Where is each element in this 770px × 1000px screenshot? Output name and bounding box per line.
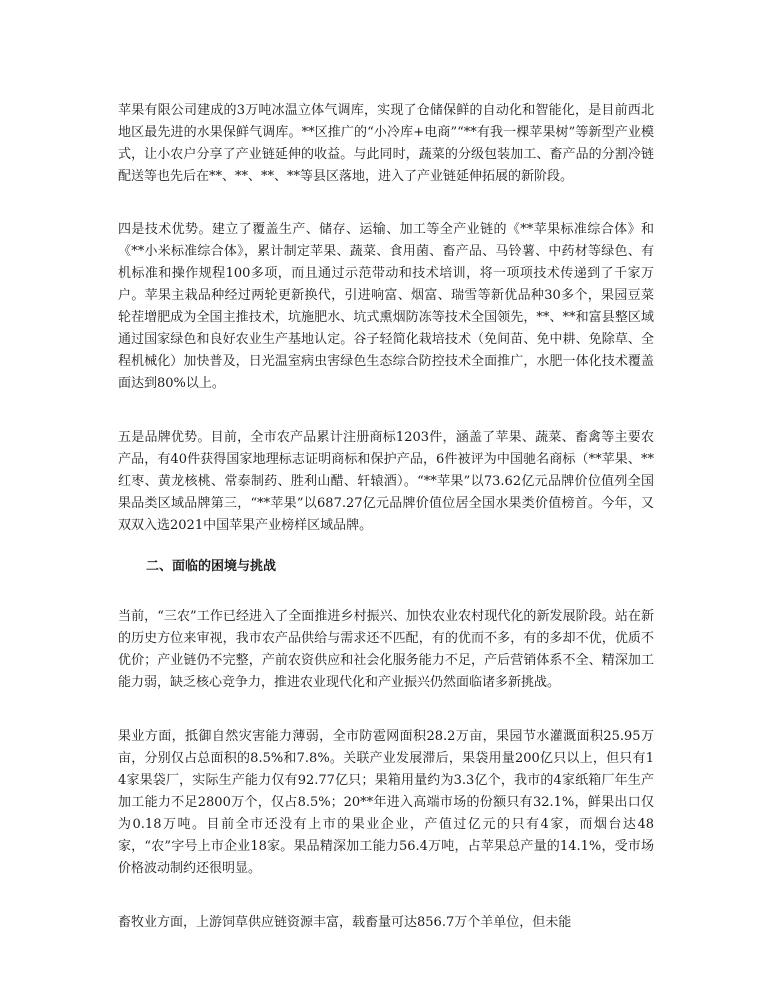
paragraph-current-situation: 当前，“三农”工作已经进入了全面推进乡村振兴、加快农业农村现代化的新发展阶段。站在新的历史方位来审视，我市农产品供给与需求还不匹配，有的优而不多，有的多却不优，优质不优价；产业链仍不完整，产前农资供应和社会化服务能力不足，产后营销体系不全、精深加工能力弱，缺乏核心竞争力，推进农业现代化和产业振兴仍然面临诸多新挑战。 (118, 609, 654, 690)
paragraph-technology-advantage: 四是技术优势。建立了覆盖生产、储存、运输、加工等全产业链的《**苹果标准综合体》和《**小米标准综合体》，累计制定苹果、蔬菜、食用菌、畜产品、马铃薯、中药材等绿色、有机标准和操作规程100多项，而且通过示范带动和技术培训，将一项项技术传递到了千家万户。苹果主栽品种经过两轮更新换代，引进响富、烟富、瑞雪等新优品种30多个，果园豆菜轮茬增肥成为全国主推技术，坑施肥水、坑式熏烟防冻等技术全国领先，**、**和富县整区域通过国家绿色和良好农业生产基地认定。谷子轻简化栽培技术（免间苗、免中耕、免除草、全程机械化）加快普及，日光温室病虫害绿色生态综合防控技术全面推广，水肥一体化技术覆盖面达到80%以上。 (118, 222, 654, 391)
document-page (118, 100, 654, 966)
section-heading-challenges: 二、面临的困境与挑战 (146, 559, 277, 574)
paragraph-livestock: 畜牧业方面，上游饲草供应链资源丰富，载畜量可达856.7万个羊单位，但未能 (118, 915, 572, 930)
paragraph-brand-advantage: 五是品牌优势。目前，全市农产品累计注册商标1203件，涵盖了苹果、蔬菜、畜禽等主要农产品，有40件获得国家地理标志证明商标和保护产品，6件被评为中国驰名商标（**苹果、**红枣、黄龙核桃、常泰制药、胜利山醋、轩辕酒）。“**苹果”以73.62亿元品牌价位值列全国果品类区域品牌第三，“**苹果”以687.27亿元品牌价值位居全国水果类价值榜首。今年，又双双入选2021中国苹果产业榜样区域品牌。 (118, 430, 654, 533)
paragraph-fruit-industry: 果业方面，抵御自然灾害能力薄弱，全市防雹网面积28.2万亩，果园节水灌溉面积25.95万亩，分别仅占总面积的8.5%和7.8%。关联产业发展滞后，果袋用量200亿只以上，但只有14家果袋厂，实际生产能力仅有92.77亿只；果箱用量约为3.3亿个，我市的4家纸箱厂年生产加工能力不足2800万个，仅占8.5%；20**年进入高端市场的份额只有32.1%，鲜果出口仅为0.18万吨。目前全市还没有上市的果业企业，产值过亿元的只有4家，而烟台达48家，“农”字号上市企业18家。果品精深加工能力56.4万吨，占苹果总产量的14.1%，受市场价格波动制约还很明显。 (118, 729, 654, 876)
paragraph-cold-storage: 苹果有限公司建成的3万吨冰温立体气调库，实现了仓储保鲜的自动化和智能化，是目前西北地区最先进的水果保鲜气调库。**区推广的“小冷库+电商”“**有我一棵苹果树”等新型产业模式，让小农户分享了产业链延伸的收益。与此同时，蔬菜的分级包装加工、畜产品的分割冷链配送等也先后在**、**、**、**等县区落地，进入了产业链延伸拓展的新阶段。 (118, 103, 654, 184)
